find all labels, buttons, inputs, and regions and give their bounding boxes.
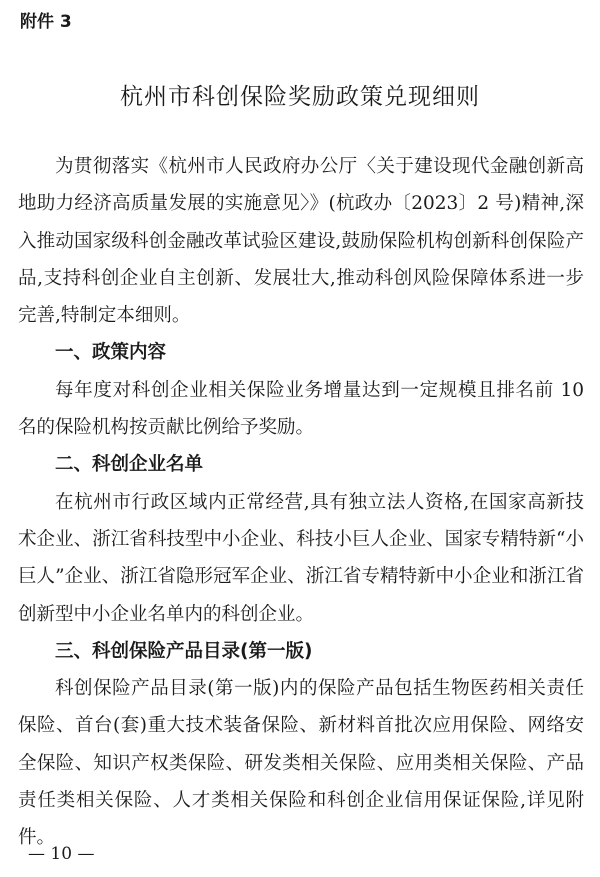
document-title: 杭州市科创保险奖励政策兑现细则: [120, 84, 480, 110]
document-body: [18, 148, 584, 857]
section-heading-enterprise-list: 二、科创企业名单: [55, 454, 204, 476]
section-heading-product-catalog: 三、科创保险产品目录(第一版): [55, 640, 313, 662]
page-number: — 10 —: [28, 844, 95, 864]
section-heading-policy: 一、政策内容: [55, 342, 167, 364]
intro-paragraph: 为贯彻落实《杭州市人民政府办公厅〈关于建设现代金融创新高地助力经济高质量发展的实施意见〉》(杭政办〔2023〕2 号)精神,深入推动国家级科创金融改革试验区建设,鼓励保险机构创新科创保险产品,支持科创企业自主创新、发展壮大,推动科创风险保障体系进一步完善,特制定本细则。: [18, 156, 584, 327]
section-body-product-catalog: 科创保险产品目录(第一版)内的保险产品包括生物医药相关责任保险、首台(套)重大技术装备保险、新材料首批次应用保险、网络安全保险、知识产权类保险、研发类相关保险、应用类相关保险、产品责任类相关保险、人才类相关保险和科创企业信用保证保险,详见附件。: [18, 678, 584, 849]
attachment-label: 附件 3: [20, 12, 72, 32]
section-body-policy: 每年度对科创企业相关保险业务增量达到一定规模且排名前 10 名的保险机构按贡献比例给予奖励。: [18, 379, 584, 439]
section-body-enterprise-list: 在杭州市行政区域内正常经营,具有独立法人资格,在国家高新技术企业、浙江省科技型中小企业、科技小巨人企业、国家专精特新“小巨人”企业、浙江省隐形冠军企业、浙江省专精特新中小企业和浙江省创新型中小企业名单内的科创企业。: [18, 491, 584, 625]
